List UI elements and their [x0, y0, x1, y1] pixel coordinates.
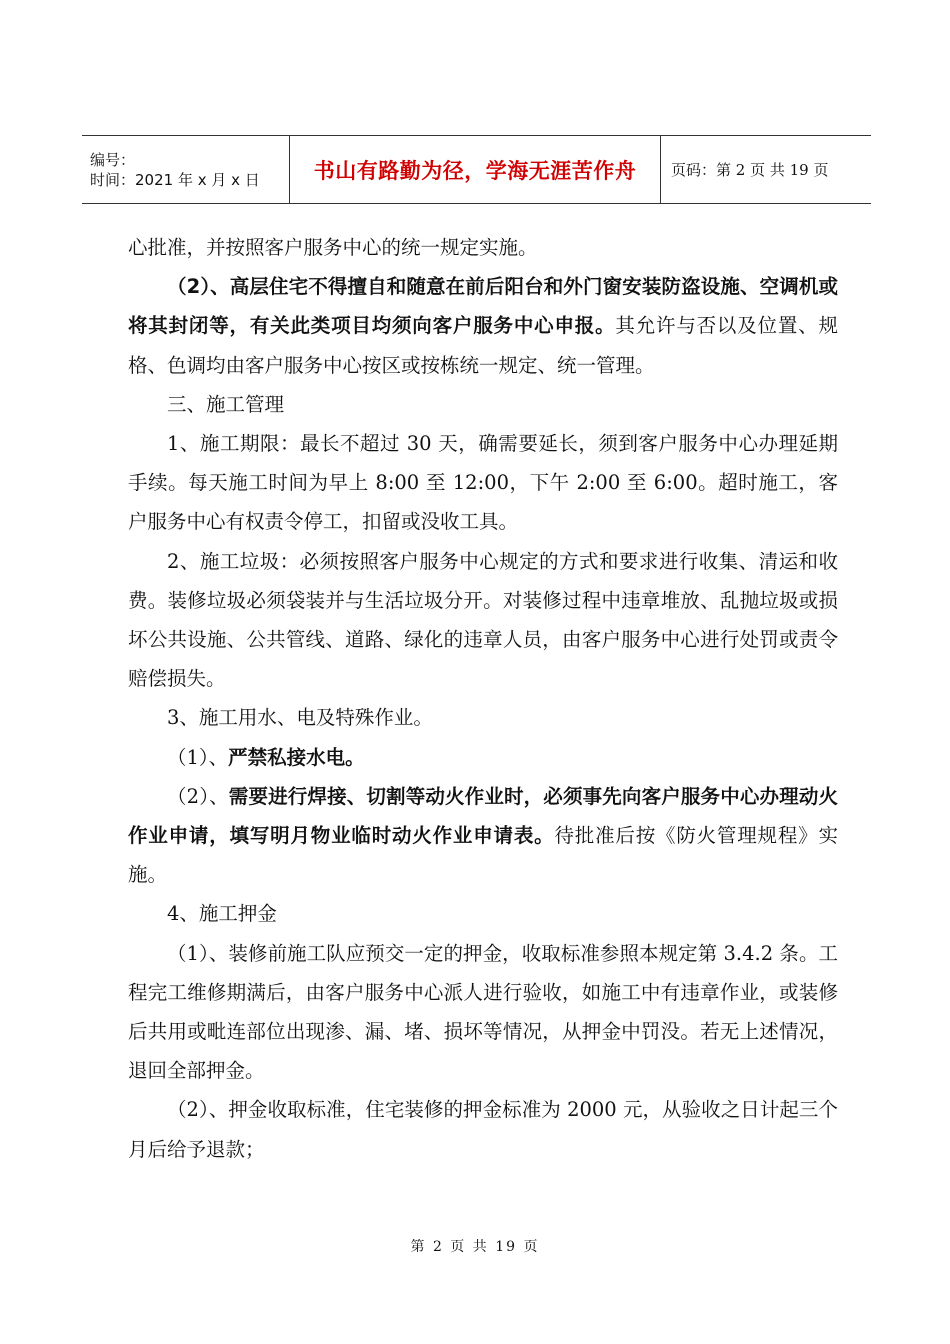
paragraph-1: 心批准，并按照客户服务中心的统一规定实施。	[128, 236, 538, 259]
paragraph-8-rest: 待批准后按《防火管理规程》实施。	[128, 824, 838, 887]
paragraph-construction-period: 1、施工期限：最长不超过 30 天，确需要延长，须到客户服务中心办理延期手续。每天施工时间为早上 8:00 至 12:00，下午 2:00 至 6:00。超时施工，客户服务中心有权责令停工，扣留或没收工具。	[128, 432, 838, 534]
paragraph-deposit-1: （1）、装修前施工队应预交一定的押金，收取标准参照本规定第 3.4.2 条。工程完工维修期满后，由客户服务中心派人进行验收，如施工中有违章作业，或装修后共用或毗连部位出现渗、漏、堵、损坏等情况，从押金中罚没。若无上述情况，退回全部押金。	[128, 941, 838, 1083]
paragraph-7	[128, 738, 838, 777]
header-page-code: 页码：第 2 页 共 19 页	[671, 161, 829, 179]
paragraph-7-prefix: （1）、	[167, 745, 229, 769]
header-meta	[82, 136, 290, 204]
document-body	[128, 228, 838, 1169]
doc-time-label: 时间：2021 年 x 月 x 日	[90, 170, 260, 189]
paragraph-construction-waste: 2、施工垃圾：必须按照客户服务中心规定的方式和要求进行收集、清运和收费。装修垃圾必须袋装并与生活垃圾分开。对装修过程中违章堆放、乱抛垃圾或损坏公共设施、公共管线、道路、绿化的违章人员，由客户服务中心进行处罚或责令赔偿损失。	[128, 549, 838, 691]
paragraph-8	[128, 777, 838, 895]
paragraph-water-electric: 3、施工用水、电及特殊作业。	[167, 706, 433, 730]
paragraph-2-bold: （2）、高层住宅不得擅自和随意在前后阳台和外门窗安装防盗设施、空调机或将其封闭等，有关此类项目均须向客户服务中心申报。	[128, 275, 838, 338]
header-motto: 书山有路勤为径，学海无涯苦作舟	[290, 136, 661, 204]
doc-number-label: 编号：	[90, 150, 136, 169]
document-header	[82, 135, 871, 204]
section-heading-construction: 三、施工管理	[167, 392, 285, 416]
page-footer: 第 2 页 共 19 页	[410, 1239, 540, 1255]
paragraph-deposit-2: （2）、押金收取标准，住宅装修的押金标准为 2000 元，从验收之日计起三个月后给予退款；	[128, 1098, 838, 1161]
paragraph-deposit-heading: 4、施工押金	[167, 902, 277, 926]
paragraph-2	[128, 267, 838, 385]
paragraph-2-rest: 其允许与否以及位置、规格、色调均由客户服务中心按区或按栋统一规定、统一管理。	[128, 314, 838, 377]
paragraph-8-prefix: （2）、	[167, 784, 229, 808]
paragraph-8-bold: 需要进行焊接、切割等动火作业时，必须事先向客户服务中心办理动火作业申请，填写明月物业临时动火作业申请表。	[128, 784, 838, 848]
paragraph-7-bold: 严禁私接水电。	[228, 745, 365, 769]
